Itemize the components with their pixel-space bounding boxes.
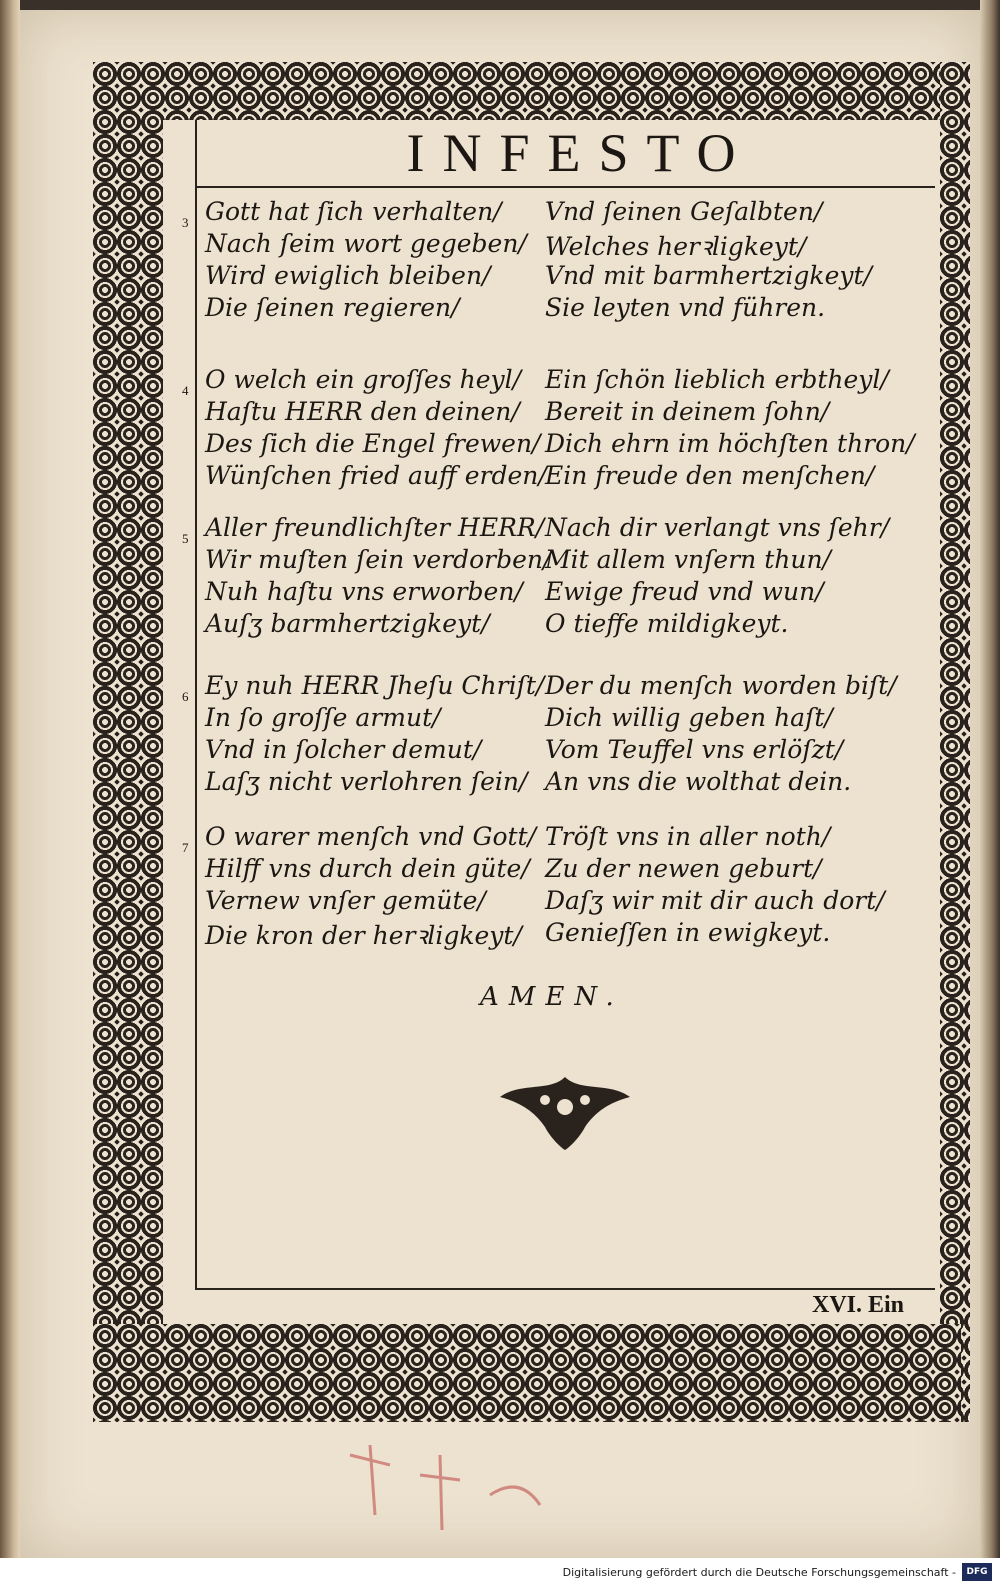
verse-line-left: Wir muſten ſein verdorben/ [205, 545, 552, 574]
page-title: INFESTO [406, 123, 754, 183]
verse-line [205, 735, 935, 767]
verse-line-left: Ey nuh HERR Jheſu Chriſt/ [205, 671, 545, 700]
ornamental-border-bottom [93, 1324, 961, 1422]
ornamental-border-top [93, 62, 961, 120]
verse-line [205, 261, 935, 293]
rule-left [195, 120, 197, 1290]
verse-line-left: Haſtu HERR den deinen/ [205, 397, 520, 426]
verse-line-left: Die kron der herꝛligkeyt/ [205, 921, 522, 950]
verse-number: 7 [182, 840, 189, 855]
verse-line-right: O tieffe mildigkeyt. [545, 609, 789, 638]
verse-line-right: Zu der newen geburt/ [545, 854, 822, 883]
stanza [205, 671, 935, 799]
verse-line-right: Ein freude den menſchen/ [545, 461, 875, 490]
verse-line-right: Vnd mit barmhertzigkeyt/ [545, 261, 872, 290]
verse-line [205, 822, 935, 854]
verse-line [205, 397, 935, 429]
verse-line-left: Aller freundlichſter HERR/ [205, 513, 545, 542]
verse-number: 4 [182, 383, 189, 398]
verse-line-right: Dich ehrn im höchſten thron/ [545, 429, 915, 458]
verse-line-right: Sie leyten vnd führen. [545, 293, 826, 322]
verse-line [205, 671, 935, 703]
verse-line-left: In ſo groſſe armut/ [205, 703, 441, 732]
verse-line-left: Vnd in ſolcher demut/ [205, 735, 482, 764]
verse-line [205, 513, 935, 545]
verse-line-left: Nuh haſtu vns erworben/ [205, 577, 523, 606]
verse-line-left: Wird ewiglich bleiben/ [205, 261, 491, 290]
verse-line-left: Wünſchen fried auff erden/ [205, 461, 547, 490]
verse-line-left: Des ſich die Engel frewen/ [205, 429, 541, 458]
verse-line [205, 609, 935, 641]
verse-line-right: Ein ſchön lieblich erbtheyl/ [545, 365, 889, 394]
ornamental-border-right [940, 62, 970, 1422]
verse-line-right: Nach dir verlangt vns ſehr/ [545, 513, 890, 542]
verse-line-left: Auſʒ barmhertzigkeyt/ [205, 609, 490, 638]
stanza [205, 365, 935, 493]
verse-line-right: Ewige freud vnd wun/ [545, 577, 824, 606]
verse-line-left: Nach ſeim wort gegeben/ [205, 229, 527, 258]
red-pencil-mark-icon [330, 1435, 560, 1545]
fleuron-ornament-icon [490, 1072, 640, 1152]
verse-line-right: Daſʒ wir mit dir auch dort/ [545, 886, 885, 915]
verse-line-right: Welches herꝛligkeyt/ [545, 232, 807, 261]
verse-line-left: Gott hat ſich verhalten/ [205, 197, 502, 226]
stanza [205, 822, 935, 950]
stanza [205, 197, 935, 325]
verse-line-right: An vns die wolthat dein. [545, 767, 852, 796]
rule-bottom [195, 1288, 935, 1290]
verse-line-right: Bereit in deinem ſohn/ [545, 397, 830, 426]
page-edge-left [0, 0, 20, 1558]
footer-credit: Digitalisierung gefördert durch die Deutsche Forschungsgemeinschaft - [562, 1566, 956, 1579]
verse-line-right: Vnd ſeinen Geſalbten/ [545, 197, 823, 226]
verse-line-right: Vom Teuffel vns erlöſzt/ [545, 735, 844, 764]
verse-line-left: O warer menſch vnd Gott/ [205, 822, 537, 851]
verse-line-left: Die ſeinen regieren/ [205, 293, 460, 322]
signature-mark: XVI. Ein [812, 1292, 905, 1318]
verse-line-left: Laſʒ nicht verlohren ſein/ [205, 767, 528, 796]
verse-line-right: Dich willig geben haſt/ [545, 703, 833, 732]
amen-closing: AMEN. [480, 982, 624, 1012]
verse-line [205, 197, 935, 229]
verse-line [205, 429, 935, 461]
dfg-logo: DFG [962, 1563, 992, 1581]
verse-line-right: Tröſt vns in aller noth/ [545, 822, 831, 851]
verse-line [205, 767, 935, 799]
verse-number: 6 [182, 689, 189, 704]
verse-line-right: Mit allem vnſern thun/ [545, 545, 831, 574]
verse-line [205, 886, 935, 918]
verse-line [205, 293, 935, 325]
verse-line [205, 854, 935, 886]
verse-line-right: Der du menſch worden biſt/ [545, 671, 897, 700]
stanza [205, 513, 935, 641]
verse-line-left: Vernew vnſer gemüte/ [205, 886, 486, 915]
verse-line [205, 577, 935, 609]
verse-line [205, 703, 935, 735]
verse-line-left: O welch ein groſſes heyl/ [205, 365, 522, 394]
verse-line [205, 461, 935, 493]
ornamental-border-left [93, 62, 163, 1422]
verse-number: 3 [182, 215, 189, 230]
verse-line [205, 229, 935, 261]
verse-line-left: Hilff vns durch dein güte/ [205, 854, 530, 883]
verse-line [205, 365, 935, 397]
verse-line [205, 545, 935, 577]
verse-number: 5 [182, 531, 189, 546]
page-edge-right [980, 0, 1000, 1558]
verse-line [205, 918, 935, 950]
rule-top [195, 186, 935, 188]
verse-line-right: Genieſſen in ewigkeyt. [545, 918, 831, 947]
